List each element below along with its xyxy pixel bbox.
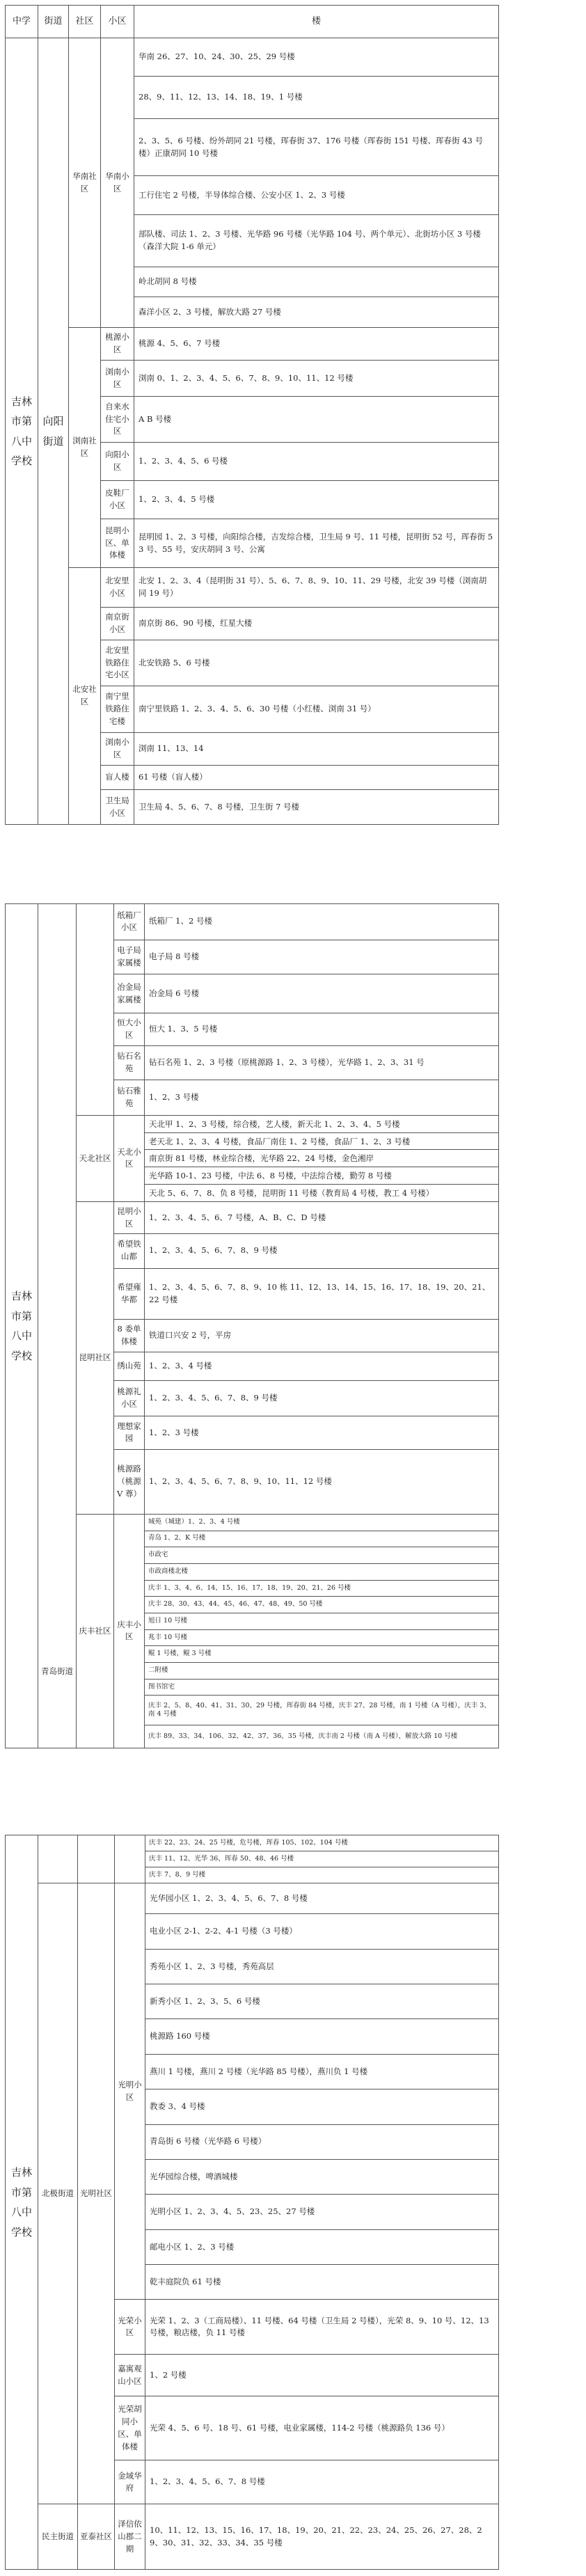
school-name: 吉林市第八中学校: [6, 1835, 38, 2570]
street-name: [38, 1835, 78, 1883]
street-name: 向阳街道: [38, 38, 69, 825]
district-name: 昆明小区、单体楼: [101, 519, 134, 568]
building-list: 华南 26、27、10、24、30、25、29 号楼: [134, 38, 499, 77]
district-name: 8 委单体楼: [114, 1319, 145, 1352]
table-row: [6, 1514, 499, 1531]
building-list: 森洋小区 2、3 号楼，解放大路 27 号楼: [134, 297, 499, 328]
community-name: 光明社区: [78, 1883, 115, 2504]
district-name: 浏南小区: [101, 361, 134, 397]
assignment-table-2: [5, 903, 499, 1748]
building-list: 1、2、3、4、5、6、7、8、9 号楼: [145, 1234, 499, 1269]
building-list: 庆丰 22、23、24、25 号楼，危号楼，珲春 105、102、104 号楼: [145, 1835, 499, 1851]
table-row: [6, 1883, 499, 1914]
building-list: 邮电小区 1、2、3 号楼: [145, 2229, 499, 2264]
header-school: 中学: [6, 6, 38, 38]
table-row: [6, 1835, 499, 1851]
district-name: 华南小区: [101, 38, 134, 328]
header-district: 小区: [101, 6, 134, 38]
building-list: 新秀小区 1、2、3、5、6 号楼: [145, 1984, 499, 2019]
building-list: 教委 3、4 号楼: [145, 2089, 499, 2124]
building-list: 庆丰 11、12、光华 36、珲春 50、48、46 号楼: [145, 1851, 499, 1867]
building-list: 二附楼: [145, 1663, 499, 1680]
street-name: 北极街道: [38, 1883, 78, 2504]
building-list: 光华园小区 1、2、3、4、5、6、7、8 号楼: [145, 1883, 499, 1914]
building-list: 光明小区 1、2、3、4、5、23、25、27 号楼: [145, 2195, 499, 2229]
district-name: 天北小区: [114, 1115, 145, 1201]
building-list: 天北甲 1、2、3 号楼，综合楼，艺人楼，新天北 1、2、3、4、5 号楼: [145, 1115, 499, 1132]
building-list: 1、2、3、4、5、6、7、8、9、10、11、12 号楼: [145, 1450, 499, 1515]
building-list: 老天北 1、2、3、4 号楼，食品厂南住 1、2 号楼，食品厂 1、2、3 号楼: [145, 1132, 499, 1150]
building-list: 天北 5、6、7、8、负 8 号楼，昆明街 11 号楼（教育局 4 号楼，教工 4 号楼）: [145, 1185, 499, 1202]
community-name: 亚泰社区: [78, 2504, 115, 2570]
school-name: 吉林市第八中学校: [6, 904, 38, 1748]
district-name: 冶金局家属楼: [114, 974, 145, 1013]
building-list: 电子局 8 号楼: [145, 940, 499, 974]
building-list: 桃源 4、5、6、7 号楼: [134, 328, 499, 361]
building-list: 1、2、3、4 号楼: [145, 1352, 499, 1381]
district-name: 希望雍华都: [114, 1268, 145, 1319]
table-row: [6, 38, 499, 77]
district-name: 金域华府: [115, 2460, 145, 2504]
building-list: 光荣 1、2、3（工商局楼）、11 号楼、64 号楼（卫生局 2 号楼），光荣 8、9、10 号、12、13 号楼，粮店楼，负 11 号楼: [145, 2300, 499, 2355]
building-list: 电业小区 2-1、2-2、4-1 号楼（3 号楼）: [145, 1914, 499, 1949]
community-name: [78, 1835, 115, 1883]
district-name: 北安里小区: [101, 568, 134, 608]
building-list: 冶金局 6 号楼: [145, 974, 499, 1013]
district-name: 庆丰小区: [114, 1514, 145, 1748]
building-list: 燕川 1 号楼，燕川 2 号楼（光华路 85 号楼），燕川负 1 号楼: [145, 2054, 499, 2089]
district-name: 纸箱厂小区: [114, 904, 145, 940]
building-list: 10、11、12、13、15、16、17、18、19、20、21、22、23、24、25、26、27、28、29、30、31、32、33、34、35 号楼: [145, 2504, 499, 2570]
table-header-row: [6, 6, 499, 38]
building-list: 庆丰 7、8、9 号楼: [145, 1867, 499, 1883]
building-list: A B 号楼: [134, 397, 499, 443]
district-name: 钻石名苑: [114, 1045, 145, 1080]
street-name: 民主街道: [38, 2504, 78, 2570]
building-list: 部队楼、司法 1、2、3 号楼、光华路 96 号楼（光华路 104 号、两个单元）、北街坊小区 3 号楼（森洋大院 1-6 单元）: [134, 215, 499, 267]
district-name: 自来水住宅小区: [101, 397, 134, 443]
community-name: 昆明社区: [77, 1202, 114, 1515]
district-name: 希望铁山都: [114, 1234, 145, 1269]
district-name: 皮鞋厂小区: [101, 481, 134, 519]
header-community: 社区: [69, 6, 101, 38]
header-street: 街道: [38, 6, 69, 38]
building-list: 北安铁路 5、6 号楼: [134, 640, 499, 686]
table-row: [6, 2504, 499, 2570]
building-list: 庆丰 2、5、8、40、41、31、30、29 号楼，珲春街 84 号楼，庆丰 27、28 号楼，南 1 号楼（A 号楼），庆丰 3、南 4 号楼: [145, 1696, 499, 1725]
building-list: 1、2、3、4、5、6、7、8、9、10 栋 11、12、13、14、15、16、17、18、19、20、21、22 号楼: [145, 1268, 499, 1319]
building-list: 1、2、3 号楼: [145, 1080, 499, 1116]
building-list: 28、9、11、12、13、14、18、19、1 号楼: [134, 77, 499, 119]
district-name: 泽信依山郡二期: [115, 2504, 145, 2570]
table-row: [6, 904, 499, 940]
building-list: 2、3、5、6 号楼、纷外胡同 21 号楼，珲春街 37、176 号楼（珲春街 151 号楼、珲春街 43 号楼）正康胡同 10 号楼: [134, 119, 499, 176]
district-name: 昆明小区: [114, 1202, 145, 1234]
building-list: 乾丰庭院负 61 号楼: [145, 2265, 499, 2300]
district-name: 桃源小区: [101, 328, 134, 361]
table-row: [6, 568, 499, 608]
district-name: 钻石雅苑: [114, 1080, 145, 1116]
district-name: 光明小区: [115, 1883, 145, 2300]
building-list: 兆丰 10 号楼: [145, 1629, 499, 1646]
building-list: 南京街 81 号楼，林业综合楼，光华路 22、24 号楼，金色湘岸: [145, 1150, 499, 1167]
district-name: 南京街小区: [101, 608, 134, 640]
district-name: 绣山苑: [114, 1352, 145, 1381]
district-name: 盲人楼: [101, 766, 134, 790]
building-list: 庆丰 28、30、43、44、45、46、47、48、49、50 号楼: [145, 1597, 499, 1613]
building-list: 光荣 4、5、6 号、18 号、61 号楼，电业家属楼，114-2 号楼（桃源路负 136 号）: [145, 2396, 499, 2460]
building-list: 钻石名苑 1、2、3 号楼（原桃源路 1、2、3 号楼），光华路 1、2、3、31 号: [145, 1045, 499, 1080]
building-list: 1、2、3 号楼: [145, 1416, 499, 1449]
building-list: 浏南 11、13、14: [134, 733, 499, 766]
building-list: 昆明园 1、2、3 号楼，向阳综合楼，吉发综合楼，卫生局 9 号、11 号楼，昆明街 52 号，珲春街 53 号、55 号，安庆胡同 3 号、公寓: [134, 519, 499, 568]
building-list: 1、2、3、4、5 号楼: [134, 481, 499, 519]
district-name: 光荣胡同小区、单体楼: [115, 2396, 145, 2460]
community-name: 北安社区: [69, 568, 101, 825]
district-name: 理想家园: [114, 1416, 145, 1449]
district-name: 浏南小区: [101, 733, 134, 766]
district-name: 南宁里铁路住宅楼: [101, 686, 134, 733]
district-name: 北安里铁路住宅小区: [101, 640, 134, 686]
building-list: 青岛街 6 号楼（光华路 6 号楼）: [145, 2124, 499, 2159]
header-building: 楼: [134, 6, 499, 38]
building-list: 1、2、3、4、5、6、7、8、9 号楼: [145, 1381, 499, 1416]
table-row: [6, 1115, 499, 1132]
building-list: 南宁里铁路 1、2、3、4、5、6、30 号楼（小红楼、浏南 31 号）: [134, 686, 499, 733]
district-name: 向阳小区: [101, 443, 134, 481]
building-list: 1、2 号楼: [145, 2355, 499, 2396]
building-list: 纸箱厂 1、2 号楼: [145, 904, 499, 940]
building-list: 工行住宅 2 号楼，半导体综合楼、公安小区 1、2、3 号楼: [134, 176, 499, 215]
building-list: 庆丰 1、3、4、6、14、15、16、17、18、19、20、21、26 号楼: [145, 1580, 499, 1597]
district-name: 光荣小区: [115, 2300, 145, 2355]
building-list: 市政宅: [145, 1547, 499, 1564]
building-list: 61 号楼（盲人楼）: [134, 766, 499, 790]
building-list: 恒大 1、3、5 号楼: [145, 1013, 499, 1045]
district-name: 嘉寓观山小区: [115, 2355, 145, 2396]
building-list: 鲲 1 号楼，鲲 3 号楼: [145, 1646, 499, 1663]
community-name: 天北社区: [77, 1115, 114, 1201]
district-name: 桃源礼小区: [114, 1381, 145, 1416]
building-list: 旭日 10 号楼: [145, 1613, 499, 1629]
district-name: [115, 1835, 145, 1883]
district-name: 卫生局小区: [101, 790, 134, 825]
assignment-table-3: [5, 1835, 499, 2570]
building-list: 光华园综合楼，啤酒城楼: [145, 2159, 499, 2194]
building-list: 铁道口兴安 2 号，平房: [145, 1319, 499, 1352]
building-list: 卫生局 4、5、6、7、8 号楼，卫生街 7 号楼: [134, 790, 499, 825]
building-list: 秀苑小区 1、2、3 号楼，秀苑高层: [145, 1949, 499, 1984]
building-list: 桃源路 160 号楼: [145, 2019, 499, 2054]
building-list: 图书馆宅: [145, 1679, 499, 1696]
building-list: 庆丰 89、33、34、106、32、42、37、36、35 号楼，庆丰南 2 号楼（南 A 号楼），解放大路 10 号楼: [145, 1725, 499, 1748]
building-list: 青岛 1、2、K 号楼: [145, 1531, 499, 1547]
building-list: 1、2、3、4、5、6、7 号楼，A、B、C、D 号楼: [145, 1202, 499, 1234]
building-list: 市政商楼北楼: [145, 1563, 499, 1580]
table-row: [6, 328, 499, 361]
district-name: 桃源路（桃源 V 尊）: [114, 1450, 145, 1515]
table-row: [6, 1202, 499, 1234]
building-list: 城苑（城建）1、2、3、4 号楼: [145, 1514, 499, 1531]
building-list: 1、2、3、4、5、6 号楼: [134, 443, 499, 481]
district-name: 电子局家属楼: [114, 940, 145, 974]
street-name: 青岛街道: [38, 904, 77, 1748]
school-name: 吉林市第八中学校: [6, 38, 38, 825]
district-name: 恒大小区: [114, 1013, 145, 1045]
building-list: 1、2、3、4、5、6、7、8 号楼: [145, 2460, 499, 2504]
building-list: 光华路 10-1、23 号楼，中法 6、8 号楼，中法综合楼，勤劳 8 号楼: [145, 1167, 499, 1185]
community-name: 华南社区: [69, 38, 101, 328]
building-list: 南京街 86、90 号楼，红星大楼: [134, 608, 499, 640]
community-name: [77, 904, 114, 1116]
assignment-table-1: [5, 5, 499, 825]
community-name: 浏南社区: [69, 328, 101, 568]
building-list: 浏南 0、1、2、3、4、5、6、7、8、9、10、11、12 号楼: [134, 361, 499, 397]
community-name: 庆丰社区: [77, 1514, 114, 1748]
building-list: 岭北胡同 8 号楼: [134, 267, 499, 297]
building-list: 北安 1、2、3、4（昆明街 31 号）、5、6、7、8、9、10、11、29 号楼，北安 39 号楼（浏南胡同 19 号）: [134, 568, 499, 608]
